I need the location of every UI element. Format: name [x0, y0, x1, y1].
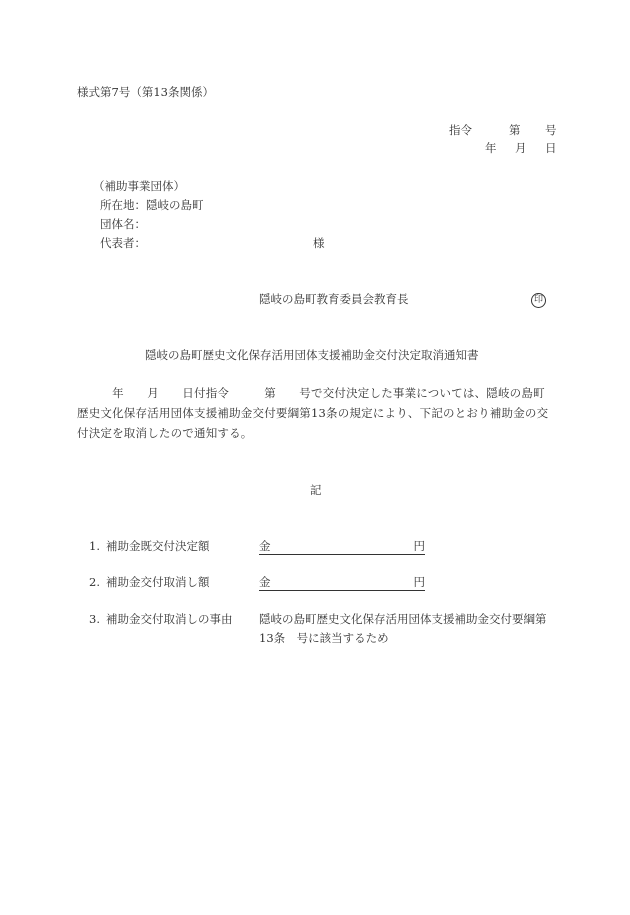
- body-paragraph: [77, 383, 557, 443]
- recipient-organization: 団体名：: [100, 217, 146, 231]
- item-2-suffix: 円: [413, 575, 425, 589]
- directive-label: 指令: [449, 123, 472, 137]
- date-year: 年: [485, 141, 497, 155]
- item-3-number: 3.: [89, 612, 100, 626]
- body-line-1: 年 月 日付指令 第 号で交付決定した事業については、隠岐の島町: [77, 386, 545, 400]
- date-month: 月: [515, 141, 527, 155]
- recipient-address: 所在地：隠岐の島町: [100, 198, 204, 212]
- item-2-number: 2.: [89, 575, 100, 589]
- body-line-3: 付決定を取消したので通知する。: [77, 426, 253, 440]
- recipient-representative: 代表者：: [100, 236, 146, 250]
- item-2-label: 補助金交付取消し額: [106, 575, 210, 589]
- item-1-number: 1.: [89, 539, 100, 553]
- item-3-reason-line-2: 13条 号に該当するため: [259, 631, 389, 645]
- directive-number-suffix: 号: [545, 123, 557, 137]
- item-1-amount-field: [259, 539, 425, 555]
- directive-number-prefix: 第: [509, 123, 521, 137]
- recipient-heading: （補助事業団体）: [93, 179, 185, 193]
- item-3-reason-line-1: 隠岐の島町歴史文化保存活用団体支援補助金交付要綱第: [259, 612, 547, 626]
- seal-mark: [531, 291, 546, 308]
- issuer-name: 隠岐の島町教育委員会教育長: [259, 292, 409, 306]
- document-title: 隠岐の島町歴史文化保存活用団体支援補助金交付決定取消通知書: [145, 348, 479, 362]
- item-3-label: 補助金交付取消しの事由: [106, 612, 233, 626]
- item-1-label: 補助金既交付決定額: [106, 539, 210, 553]
- item-1-suffix: 円: [413, 539, 425, 553]
- form-number: 様式第7号（第13条関係）: [77, 85, 214, 99]
- date-day: 日: [545, 141, 557, 155]
- item-2-amount-field: [259, 575, 425, 591]
- item-2-prefix: 金: [259, 575, 271, 589]
- body-line-2: 歴史文化保存活用団体支援補助金交付要綱第13条の規定により、下記のとおり補助金の交: [77, 406, 549, 420]
- seal-icon: 印: [531, 293, 546, 308]
- honorific: 様: [313, 236, 325, 250]
- note-heading: 記: [310, 483, 322, 497]
- item-1-prefix: 金: [259, 539, 271, 553]
